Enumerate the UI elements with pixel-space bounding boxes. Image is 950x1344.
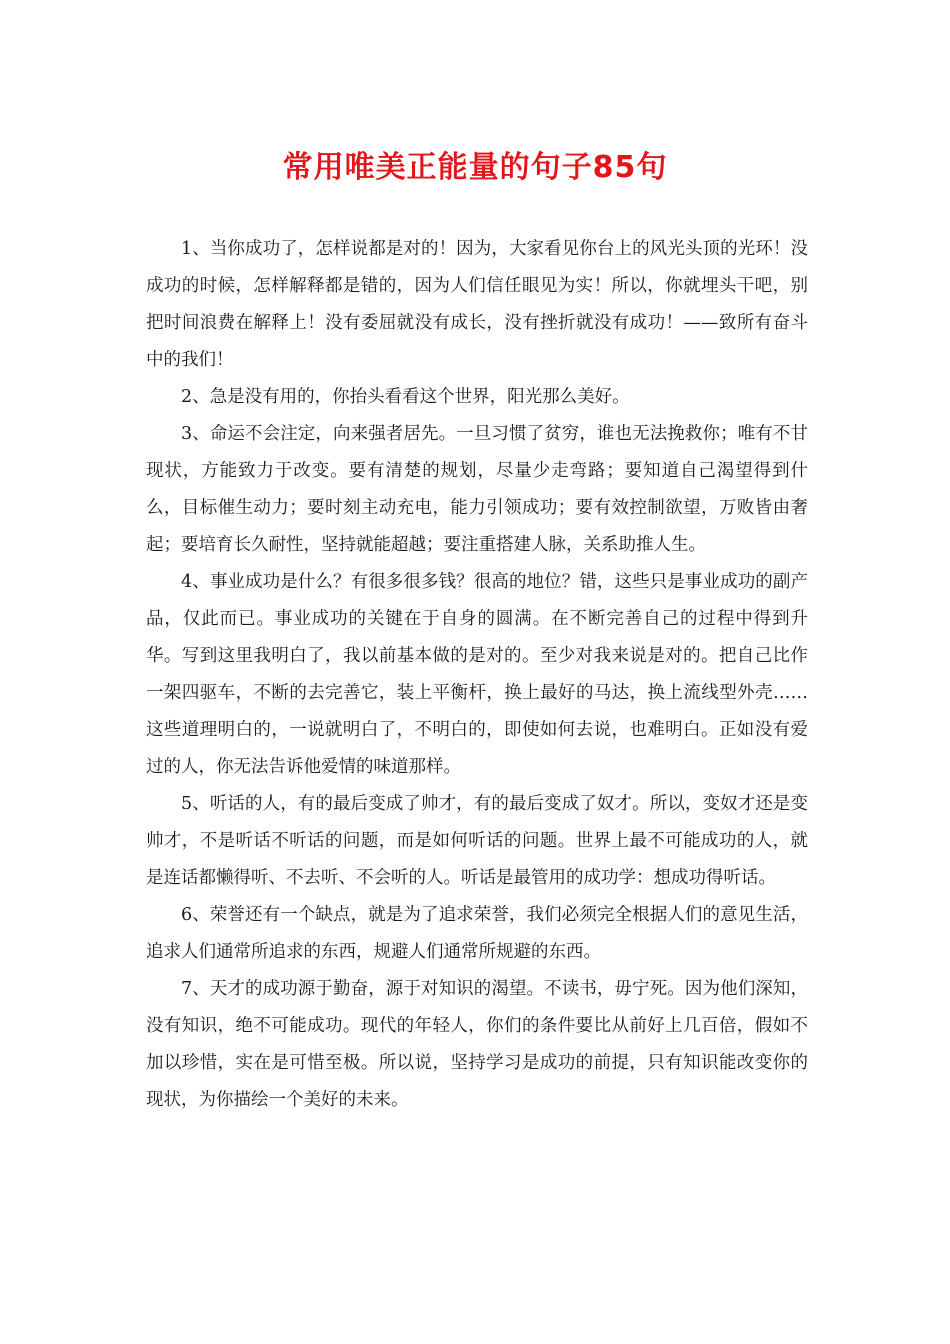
paragraph-6: 6、荣誉还有一个缺点，就是为了追求荣誉，我们必须完全根据人们的意见生活，追求人们通常所追求的东西，规避人们通常所规避的东西。 [146,905,808,962]
paragraph-2: 2、急是没有用的，你抬头看看这个世界，阳光那么美好。 [181,387,630,407]
document-title: 常用唯美正能量的句子85句 [282,150,668,185]
paragraph-5: 5、听话的人，有的最后变成了帅才，有的最后变成了奴才。所以，变奴才还是变帅才，不是听话不听话的问题，而是如何听话的问题。世界上最不可能成功的人，就是连话都懒得听、不去听、不会听的人。听话是最管用的成功学：想成功得听话。 [146,794,808,888]
document-body [146,231,808,1119]
paragraph-1: 1、当你成功了，怎样说都是对的！因为，大家看见你台上的风光头顶的光环！没成功的时候，怎样解释都是错的，因为人们信任眼见为实！所以，你就埋头干吧，别把时间浪费在解释上！没有委屈就没有成长，没有挫折就没有成功！——致所有奋斗中的我们！ [146,239,808,370]
paragraph-7: 7、天才的成功源于勤奋，源于对知识的渴望。不读书，毋宁死。因为他们深知，没有知识，绝不可能成功。现代的年轻人，你们的条件要比从前好上几百倍，假如不加以珍惜，实在是可惜至极。所以说，坚持学习是成功的前提，只有知识能改变你的现状，为你描绘一个美好的未来。 [146,979,808,1110]
paragraph-4: 4、事业成功是什么？有很多很多钱？很高的地位？错，这些只是事业成功的副产品，仅此而已。事业成功的关键在于自身的圆满。在不断完善自己的过程中得到升华。写到这里我明白了，我以前基本做的是对的。至少对我来说是对的。把自己比作一架四驱车，不断的去完善它，装上平衡杆，换上最好的马达，换上流线型外壳……这些道理明白的，一说就明白了，不明白的，即使如何去说，也难明白。正如没有爱过的人，你无法告诉他爱情的味道那样。 [146,572,808,777]
paragraph-3: 3、命运不会注定，向来强者居先。一旦习惯了贫穷，谁也无法挽救你；唯有不甘现状，方能致力于改变。要有清楚的规划，尽量少走弯路；要知道自己渴望得到什么，目标催生动力；要时刻主动充电，能力引领成功；要有效控制欲望，万败皆由奢起；要培育长久耐性，坚持就能超越；要注重搭建人脉，关系助推人生。 [146,424,808,555]
